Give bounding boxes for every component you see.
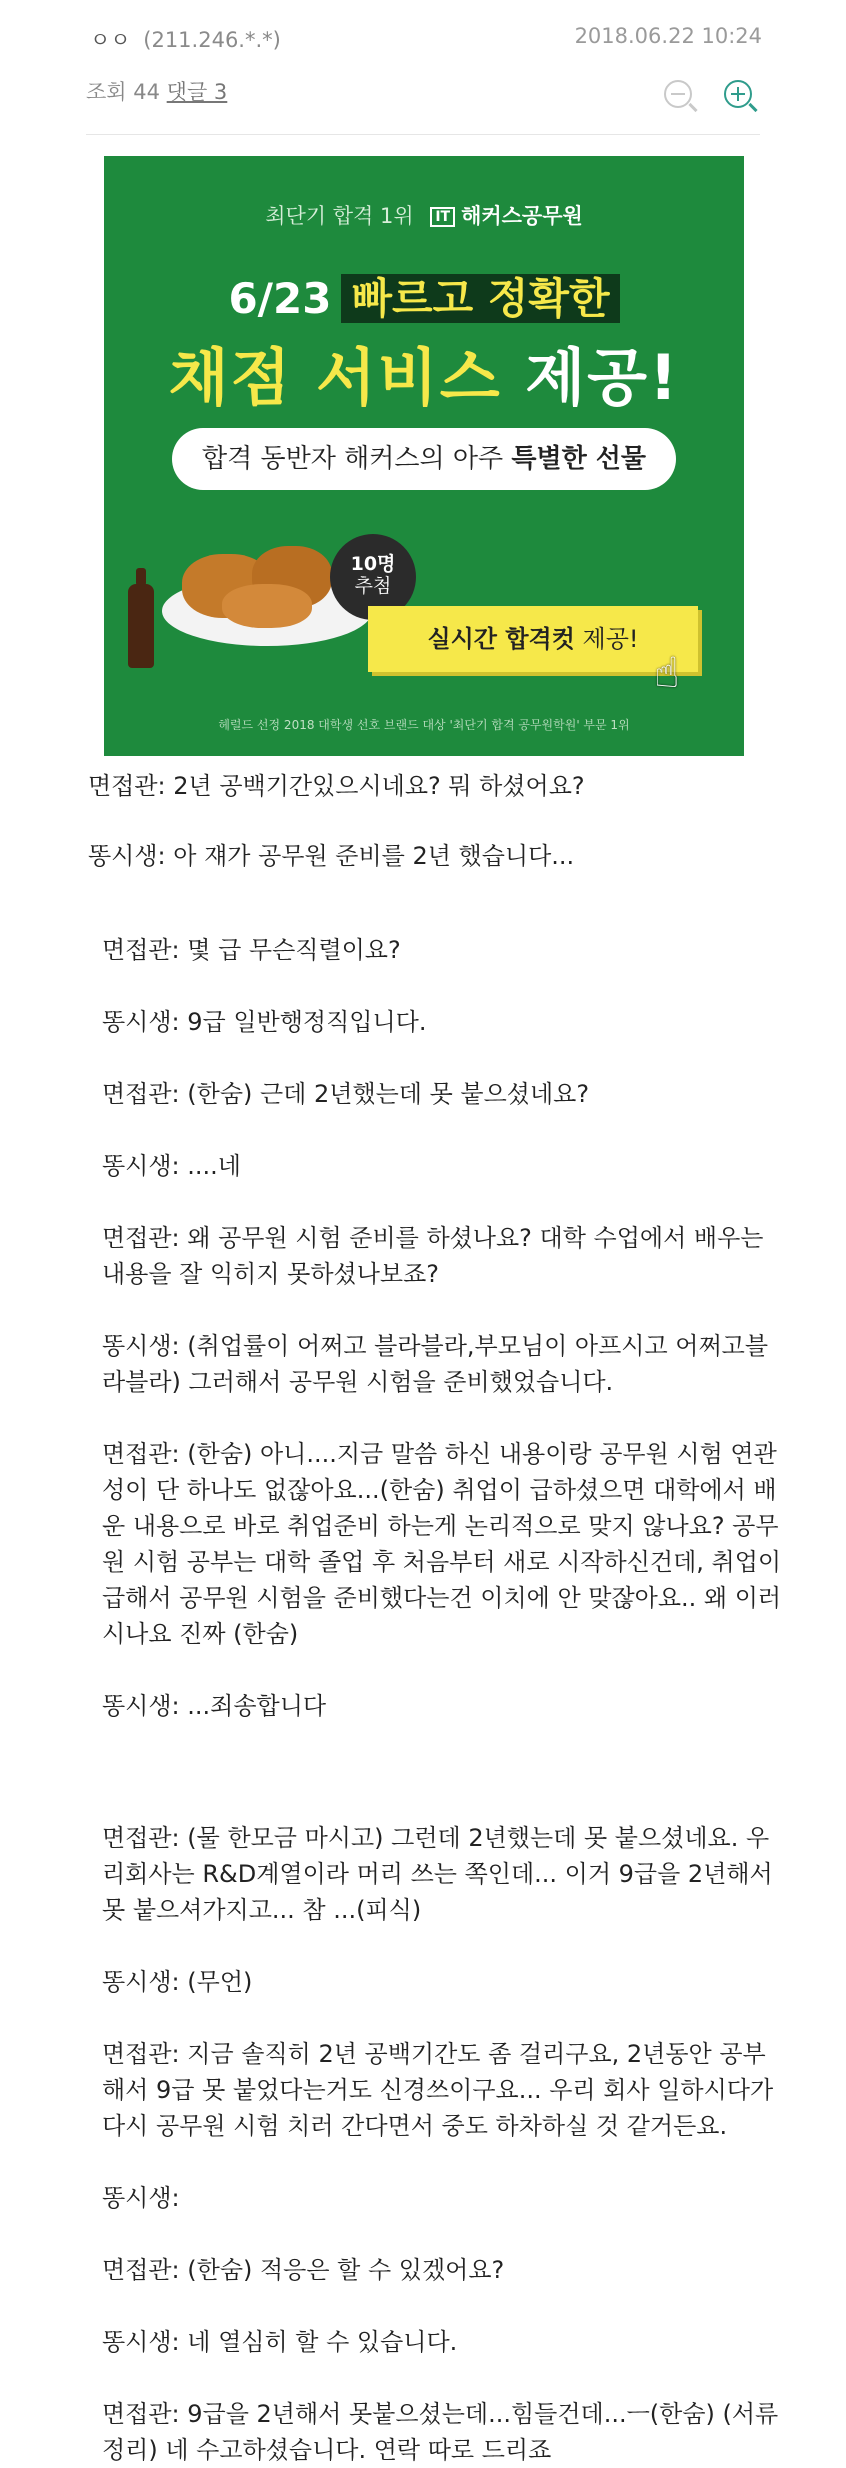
dialogue-line: 똥시생: ....네 xyxy=(102,1152,241,1180)
author-name[interactable]: ㅇㅇ xyxy=(90,28,131,52)
ad-subtitle-text: 합격 동반자 해커스의 아주 xyxy=(202,444,504,474)
post-date: 2018.06.22 10:24 xyxy=(574,24,762,48)
prize-draw: 추첨 xyxy=(354,575,392,597)
author-ip: (211.246.*.*) xyxy=(143,28,281,52)
post-header xyxy=(0,0,846,150)
dialogue-line: 면접관: (한숨) 근데 2년했는데 못 붙으셨네요? xyxy=(102,1080,590,1108)
dialogue-line: 면접관: 지금 솔직히 2년 공백기간도 좀 걸리구요, 2년동안 공부해서 9급 못 붙었다는거도 신경쓰이구요... 우리 회사 일하시다가 다시 공무원 시험 치러 간다면서 중도 하차하실 것 같거든요. xyxy=(102,2040,774,2140)
ad-cta-rest: 제공! xyxy=(582,625,639,653)
advertisement-banner[interactable] xyxy=(104,156,744,756)
ad-brand-logo xyxy=(430,204,582,228)
dialogue-line: 똥시생: (무언) xyxy=(102,1968,253,1996)
ad-cta-bold: 실시간 합격컷 xyxy=(427,625,575,653)
dialogue-line: 면접관: 몇 급 무슨직렬이요? xyxy=(102,936,401,964)
dialogue-line: 똥시생: xyxy=(102,2184,180,2212)
post-stats xyxy=(86,76,227,106)
ad-disclaimer: 헤럴드 선정 2018 대학생 선호 브랜드 대상 '최단기 합격 공무원학원' 부문 1위 xyxy=(218,718,630,732)
dialogue-line: 면접관: (한숨) 아니....지금 말씀 하신 내용이랑 공무원 시험 연관성이 단 하나도 없잖아요...(한숨) 취업이 급하셨으면 대학에서 배운 내용으로 바로 취업준비 하는게 논리적으로 맞지 않나요? 공무원 시험 공부는 대학 졸업 후 처음부터 새로 시작하신건데, 취업이 급해서 공무원 시험을 준비했다는건 이치에 안 맞잖아요.. 왜 이러시나요 진짜 (한숨) xyxy=(102,1440,782,1648)
cola-bottle-image xyxy=(128,584,154,668)
ad-highlight: 빠르고 정확한 xyxy=(341,274,619,323)
ad-brand-name: 해커스공무원 xyxy=(461,204,583,228)
ad-subtitle-bold: 특별한 선물 xyxy=(511,444,646,474)
dialogue-line: 똥시생: 아 쟤가 공무원 준비를 2년 했습니다... xyxy=(88,842,575,870)
prize-count: 10명 xyxy=(350,553,396,575)
dialogue-line: 면접관: 2년 공백기간있으시네요? 뭐 하셨어요? xyxy=(88,772,585,800)
dialogue-line: 면접관: 왜 공무원 시험 준비를 하셨나요? 대학 수업에서 배우는 내용을 잘 익히지 못하셨나보죠? xyxy=(102,1224,764,1288)
brand-logo-icon: IT xyxy=(430,207,455,227)
ad-date: 6/23 xyxy=(228,274,332,323)
author-info[interactable] xyxy=(90,24,281,54)
dialogue-line: 면접관: 9급을 2년해서 못붙으셨는데...힘들건데...ㅡ(한숨) (서류 정리) 네 수고하셨습니다. 연락 따로 드리죠 xyxy=(102,2400,779,2464)
dialogue-line: 똥시생: ...죄송합니다 xyxy=(102,1692,327,1720)
ad-headline-yellow: 채점 서비스 xyxy=(168,341,502,414)
dialogue-line: 면접관: (한숨) 적응은 할 수 있겠어요? xyxy=(102,2256,505,2284)
zoom-out-icon[interactable] xyxy=(664,80,692,108)
ad-headline-2 xyxy=(104,328,744,417)
dialogue-line: 똥시생: (취업률이 어쩌고 블라블라,부모님이 아프시고 어쩌고블라블라) 그러해서 공무원 시험을 준비했었습니다. xyxy=(102,1332,769,1396)
zoom-in-icon[interactable] xyxy=(724,80,752,108)
ad-brand-prefix: 최단기 합격 1위 xyxy=(265,204,414,228)
dialogue-line: 똥시생: 네 열심히 할 수 있습니다. xyxy=(102,2328,458,2356)
ad-headline-1 xyxy=(104,266,744,326)
post-body xyxy=(88,768,788,2468)
ad-cta-button[interactable] xyxy=(368,606,698,672)
ad-brandline xyxy=(104,200,744,230)
header-divider xyxy=(86,134,760,135)
dialogue-line: 면접관: (물 한모금 마시고) 그런데 2년했는데 못 붙으셨네요. 우리회사는 R&D계열이라 머리 쓰는 쪽인데... 이거 9급을 2년해서 못 붙으셔가지고... 참 ...(피식) xyxy=(102,1824,773,1924)
comment-count-link[interactable]: 댓글 3 xyxy=(166,80,228,104)
pointer-hand-icon: ☝ xyxy=(654,648,680,697)
ad-subtitle-pill xyxy=(172,428,676,490)
view-count: 조회 44 xyxy=(86,80,160,104)
ad-headline-white: 제공! xyxy=(525,341,680,414)
dialogue-line: 똥시생: 9급 일반행정직입니다. xyxy=(102,1008,427,1036)
